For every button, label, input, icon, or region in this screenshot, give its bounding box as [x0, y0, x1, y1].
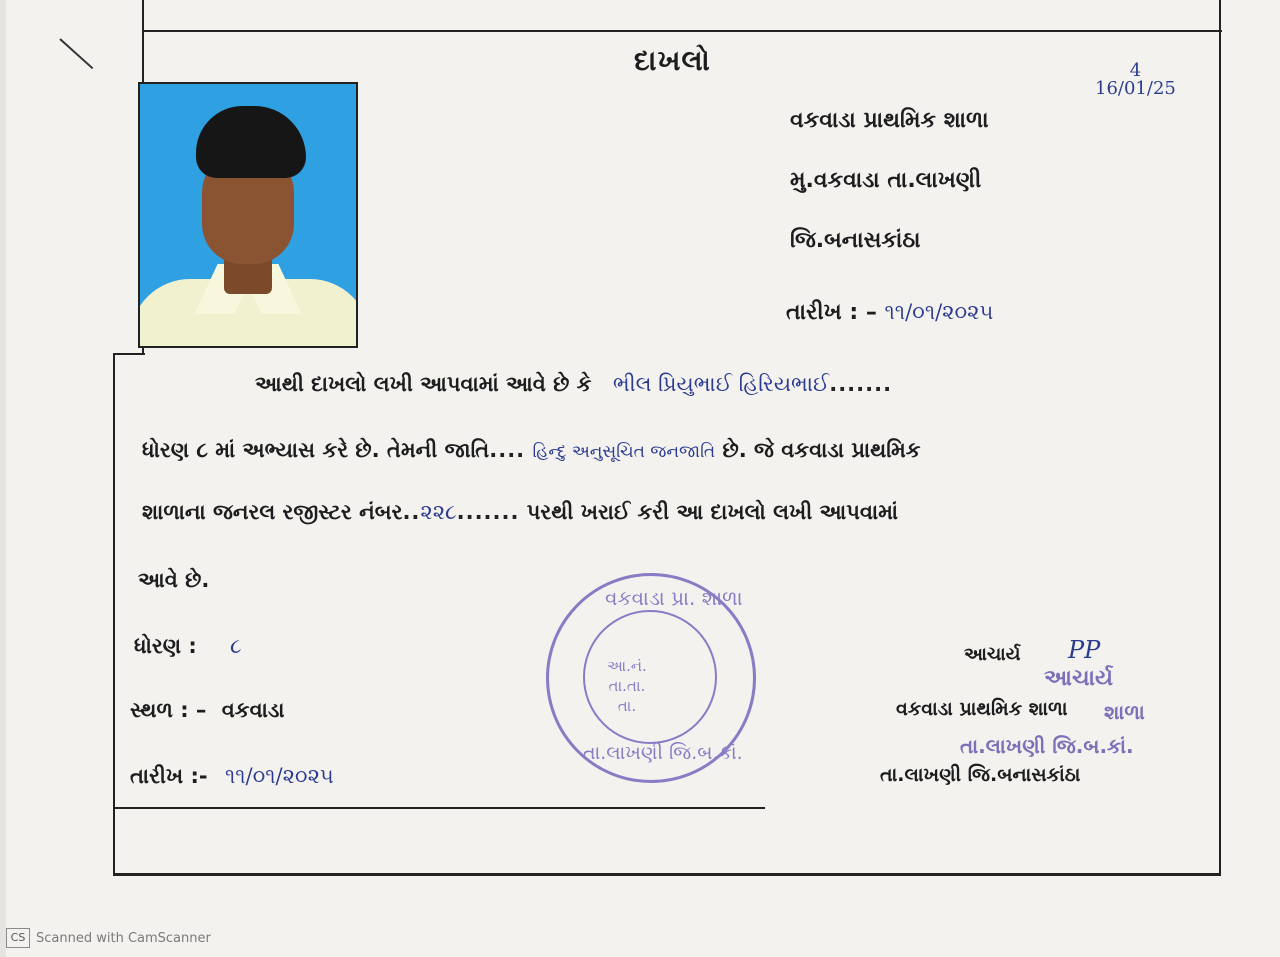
- body-line3-suffix: પરથી ખરાઈ કરી આ દાખલો લખી આપવામાં: [526, 500, 899, 524]
- footer-date-value: ૧૧/૦૧/૨૦૨૫: [224, 764, 334, 788]
- handwritten-date-top: 4: [1129, 60, 1142, 81]
- body-line-3: શાળાના જનરલ રજીસ્ટર નંબર..૨૨૮....... પરથી ખરાઈ કરી આ દાખલો લખી આપવામાં: [142, 500, 899, 524]
- student-photo: [138, 82, 358, 348]
- issue-date-label: તારીખ : –: [786, 300, 877, 325]
- student-name: ભીલ પ્રિયુભાઈ હિરિયભાઈ: [612, 372, 830, 396]
- stamp-center-text: આ.નં. તા.તા. તા.: [607, 657, 647, 715]
- frame-left-lower-border: [113, 355, 115, 875]
- std-label: ધોરણ :: [134, 634, 197, 658]
- principal-label: આચાર્ય: [964, 644, 1021, 665]
- frame-right-border: [1219, 0, 1221, 875]
- caste-value: હિન્દુ અનુસૂચિત જનજાતિ: [532, 442, 716, 462]
- body-line-2: ધોરણ ૮ માં અભ્યાસ કરે છે. તેમની જાતિ.... હિન્દુ અનુસૂચિત જનજાતિ છે. જે વકવાડા પ્રાથમિક: [142, 438, 921, 462]
- camscanner-footer: [6, 928, 211, 948]
- std-line: [134, 634, 242, 659]
- taluka-stamp-text: તા.લાખણી જિ.બ.કાં.: [960, 734, 1134, 758]
- handwritten-date: [1095, 62, 1176, 98]
- paper-edge: [0, 0, 6, 957]
- principal-signature: PP: [1068, 636, 1101, 664]
- date-footer-line: [130, 764, 334, 789]
- body-line2-suffix: છે. જે વકવાડા પ્રાથમિક: [722, 438, 921, 462]
- school-address-block: [790, 108, 989, 288]
- pen-mark: [59, 38, 93, 69]
- body-line1-prefix: આથી દાખલો લખી આપવામાં આવે છે કે: [255, 372, 592, 396]
- school-district: જિ.બનાસકાંઠા: [790, 228, 921, 253]
- principal-stamp-text: આચાર્ય: [1044, 666, 1113, 691]
- stamp-top-text: વકવાડા પ્રા. શાળા: [605, 586, 743, 610]
- register-number: ૨૨૮: [420, 500, 457, 524]
- issue-date-value: ૧૧/૦૧/૨૦૨૫: [884, 300, 994, 324]
- place-label: સ્થળ : –: [130, 698, 207, 722]
- camscanner-logo-icon: CS: [6, 928, 30, 948]
- school-stamp-text: શાળા: [1104, 700, 1145, 724]
- frame-top-border: [142, 30, 1222, 32]
- signature-taluka-line: તા.લાખણી જિ.બનાસકાંઠા: [880, 764, 1081, 786]
- school-village: મુ.વકવાડા તા.લાખણી: [790, 168, 982, 193]
- body-line-1: આથી દાખલો લખી આપવામાં આવે છે કે ભીલ પ્રિયુભાઈ હિરિયભાઈ.......: [255, 372, 893, 396]
- handwritten-date-bottom: 16/01/25: [1095, 78, 1176, 99]
- frame-bottom-border: [113, 873, 1221, 876]
- school-name: વકવાડા પ્રાથમિક શાળા: [790, 108, 989, 133]
- signature-school-line: વકવાડા પ્રાથમિક શાળા: [896, 698, 1068, 720]
- body-line-4: આવે છે.: [138, 568, 210, 592]
- place-value: વકવાડા: [221, 698, 285, 722]
- std-value: ૮: [230, 634, 242, 658]
- frame-mid-rule: [113, 807, 765, 809]
- footer-date-label: તારીખ :-: [130, 764, 208, 788]
- place-line: [130, 698, 285, 723]
- body-line3-prefix: શાળાના જનરલ રજીસ્ટર નંબર: [142, 500, 403, 524]
- body-line2-prefix: ધોરણ ૮ માં અભ્યાસ કરે છે. તેમની જાતિ: [142, 438, 490, 462]
- certificate-title: દાખલો: [634, 44, 711, 77]
- frame-step-border: [113, 353, 145, 355]
- camscanner-text: Scanned with CamScanner: [36, 930, 211, 946]
- school-round-stamp: [546, 573, 756, 783]
- stamp-bottom-text: તા.લાખણી જિ.બ.કાં.: [583, 742, 743, 764]
- issue-date-line: [786, 300, 993, 325]
